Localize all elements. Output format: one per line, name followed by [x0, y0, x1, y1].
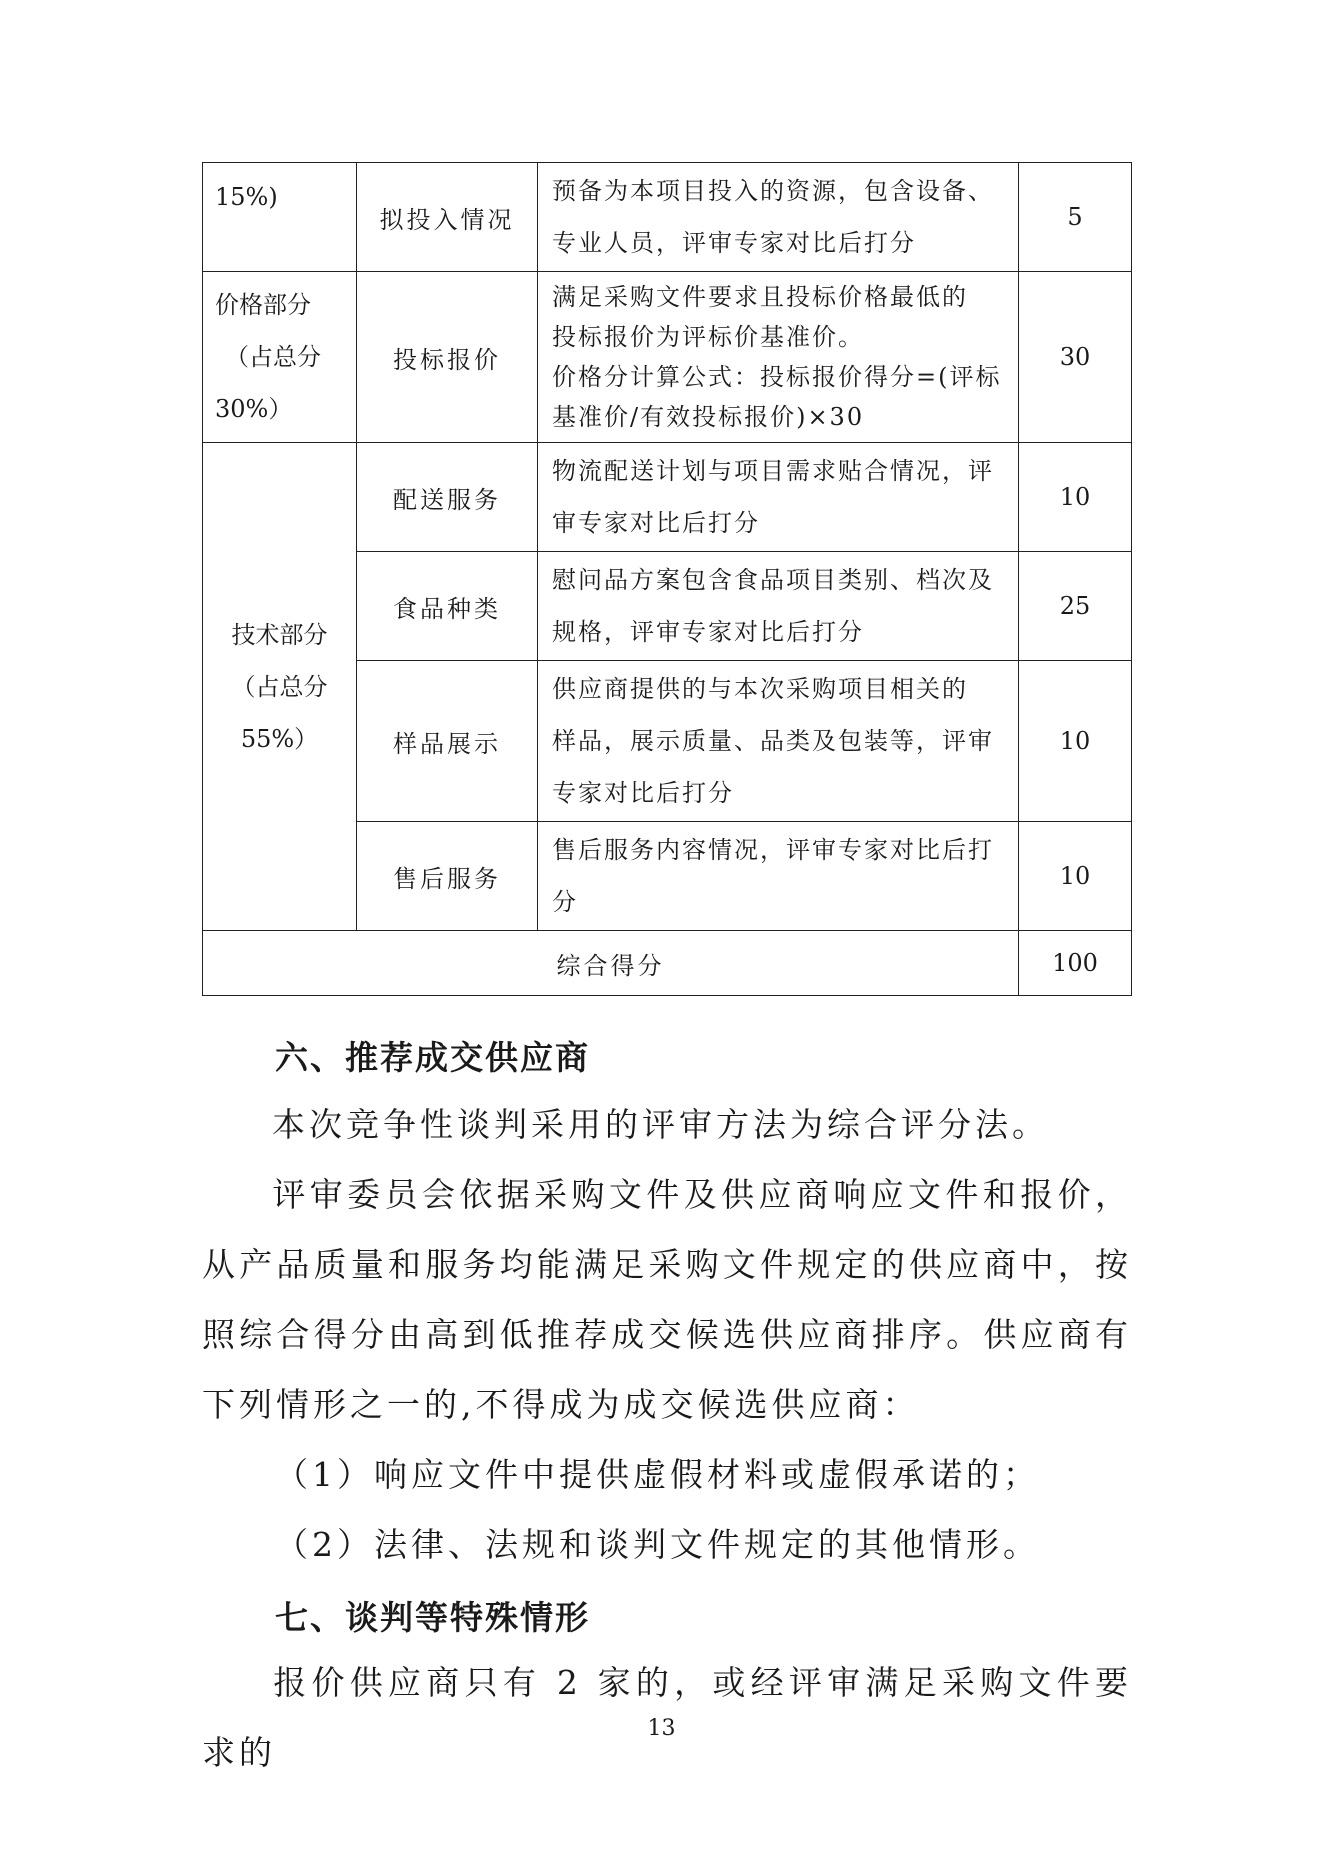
score-cell: 25 — [1019, 552, 1132, 661]
score-cell: 10 — [1019, 661, 1132, 822]
description-line: 规格，评审专家对比后打分 — [552, 618, 864, 646]
item-cell: 配送服务 — [357, 443, 538, 552]
description-line: 分 — [552, 888, 578, 916]
total-score: 100 — [1019, 931, 1132, 996]
paragraph-text: 评审委员会依据采购文件及供应商响应文件和报价，从产品质量和服务均能满足采购文件规定的供应商中，按照综合得分由高到低推荐成交候选供应商排序。供应商有下列情形之一的,不得成为成交候选供应商： — [202, 1175, 1132, 1424]
description-cell — [538, 272, 1019, 443]
table-row — [203, 443, 1132, 552]
score-cell: 10 — [1019, 822, 1132, 931]
paragraph — [202, 1160, 1132, 1440]
description-line: 供应商提供的与本次采购项目相关的 — [552, 675, 968, 703]
section-heading: 六、推荐成交供应商 — [275, 1038, 590, 1077]
score-cell: 30 — [1019, 272, 1132, 443]
description-cell — [538, 822, 1019, 931]
item-cell: 售后服务 — [357, 822, 538, 931]
description-line: 专业人员，评审专家对比后打分 — [552, 229, 916, 257]
description-line: 专家对比后打分 — [552, 779, 734, 807]
description-line: 售后服务内容情况，评审专家对比后打 — [552, 836, 994, 864]
category-cell — [203, 163, 357, 272]
item-cell: 拟投入情况 — [357, 163, 538, 272]
description-line: 样品，展示质量、品类及包装等，评审 — [552, 727, 994, 755]
section-heading: 七、谈判等特殊情形 — [275, 1598, 590, 1637]
total-row — [203, 931, 1132, 996]
description-cell — [538, 552, 1019, 661]
description-line: 基准价/有效投标报价)×30 — [552, 403, 865, 431]
item-cell: 食品种类 — [357, 552, 538, 661]
description-line: 投标报价为评标价基准价。 — [552, 323, 864, 351]
scoring-table — [202, 162, 1132, 996]
description-cell — [538, 443, 1019, 552]
description-line: 物流配送计划与项目需求贴合情况，评 — [552, 457, 994, 485]
list-item: （2）法律、法规和谈判文件规定的其他情形。 — [275, 1525, 1040, 1564]
page-number: 13 — [647, 1716, 676, 1741]
description-cell — [538, 163, 1019, 272]
description-line: 审专家对比后打分 — [552, 509, 760, 537]
item-cell: 样品展示 — [357, 661, 538, 822]
category-text: 30%） — [215, 395, 293, 423]
paragraph-text: 本次竞争性谈判采用的评审方法为综合评分法。 — [272, 1105, 1049, 1144]
score-cell: 5 — [1019, 163, 1132, 272]
description-line: 满足采购文件要求且投标价格最低的 — [552, 283, 968, 311]
category-text: 55%） — [240, 724, 319, 753]
description-line: 价格分计算公式：投标报价得分=(评标 — [552, 363, 1002, 391]
paragraph — [202, 1090, 1132, 1160]
description-line: 预备为本项目投入的资源，包含设备、 — [552, 177, 994, 205]
category-text: 15%) — [215, 183, 278, 211]
paragraph-text: 报价供应商只有 2 家的，或经评审满足采购文件要求的 — [202, 1663, 1132, 1772]
category-text: 价格部分 — [215, 291, 311, 319]
description-line: 慰问品方案包含食品项目类别、档次及 — [552, 566, 994, 594]
category-cell — [203, 443, 357, 931]
category-text: （占总分 — [225, 343, 321, 371]
list-item: （1）响应文件中提供虚假材料或虚假承诺的； — [275, 1455, 1040, 1494]
item-cell: 投标报价 — [357, 272, 538, 443]
category-cell — [203, 272, 357, 443]
category-text: 技术部分 — [231, 620, 328, 649]
category-text: （占总分 — [231, 672, 328, 701]
total-label: 综合得分 — [203, 931, 1019, 996]
table-row — [203, 163, 1132, 272]
description-cell — [538, 661, 1019, 822]
score-cell: 10 — [1019, 443, 1132, 552]
table-row — [203, 272, 1132, 443]
